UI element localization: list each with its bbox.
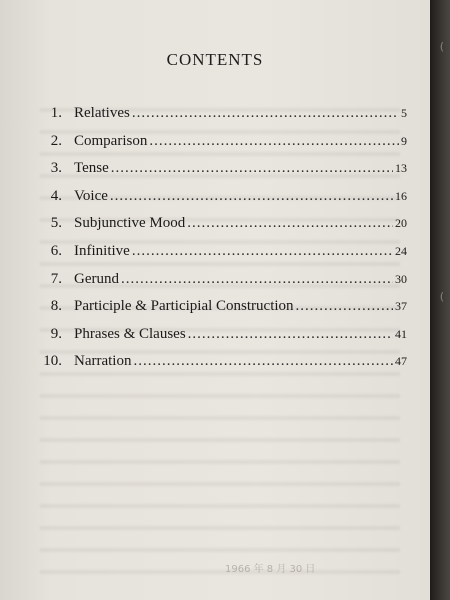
toc-number: 2.	[50, 132, 62, 149]
toc-entry	[22, 353, 407, 381]
toc-number: 4.	[50, 187, 62, 204]
leader-dots	[296, 298, 393, 315]
faint-footer-date: 1966 年 8 月 30 日	[225, 564, 316, 575]
toc-entry	[22, 298, 407, 326]
toc-label: Infinitive	[74, 242, 130, 259]
toc-entry	[22, 271, 407, 299]
leader-dots	[132, 105, 399, 122]
toc-number: 6.	[50, 242, 62, 259]
toc-label: Comparison	[74, 132, 148, 149]
toc-label: Gerund	[74, 270, 119, 287]
toc-entry	[22, 133, 407, 161]
toc-number: 10.	[43, 353, 62, 370]
toc-number: 3.	[50, 160, 62, 177]
toc-page-number: 20	[395, 216, 407, 231]
table-of-contents	[22, 105, 407, 381]
toc-number: 9.	[50, 325, 62, 342]
toc-label: Voice	[74, 187, 108, 204]
edge-glyph: (	[439, 40, 444, 53]
toc-page-number: 37	[395, 299, 407, 314]
toc-entry	[22, 326, 407, 354]
leader-dots	[149, 133, 399, 150]
toc-page-number: 47	[395, 354, 407, 369]
toc-number: 8.	[50, 298, 62, 315]
leader-dots	[133, 353, 393, 370]
leader-dots	[187, 215, 393, 232]
toc-page-number: 5	[401, 106, 407, 120]
toc-page-number: 16	[395, 188, 407, 203]
leader-dots	[111, 160, 393, 177]
toc-page-number: 30	[395, 271, 407, 286]
toc-page-number: 13	[395, 161, 407, 176]
toc-entry	[22, 243, 407, 271]
next-page-edge	[430, 0, 450, 600]
toc-entry	[22, 215, 407, 243]
toc-label: Subjunctive Mood	[74, 215, 186, 232]
toc-label: Participle & Participial Construction	[74, 298, 294, 315]
toc-number: 7.	[50, 270, 62, 287]
toc-label: Tense	[74, 160, 109, 177]
toc-page-number: 9	[401, 133, 407, 148]
toc-label: Phrases & Clauses	[74, 325, 186, 342]
leader-dots	[132, 243, 393, 260]
toc-entry	[22, 105, 407, 133]
toc-entry	[22, 188, 407, 216]
toc-label: Relatives	[74, 105, 130, 121]
toc-number: 5.	[50, 215, 62, 232]
leader-dots	[121, 271, 393, 288]
toc-number: 1.	[50, 105, 62, 121]
toc-page-number: 24	[395, 243, 407, 258]
edge-glyph: (	[439, 290, 444, 303]
leader-dots	[110, 188, 393, 205]
page-title: CONTENTS	[166, 50, 264, 69]
toc-page-number: 41	[395, 326, 407, 341]
leader-dots	[188, 326, 393, 343]
toc-label: Narration	[74, 353, 132, 370]
toc-entry	[22, 160, 407, 188]
